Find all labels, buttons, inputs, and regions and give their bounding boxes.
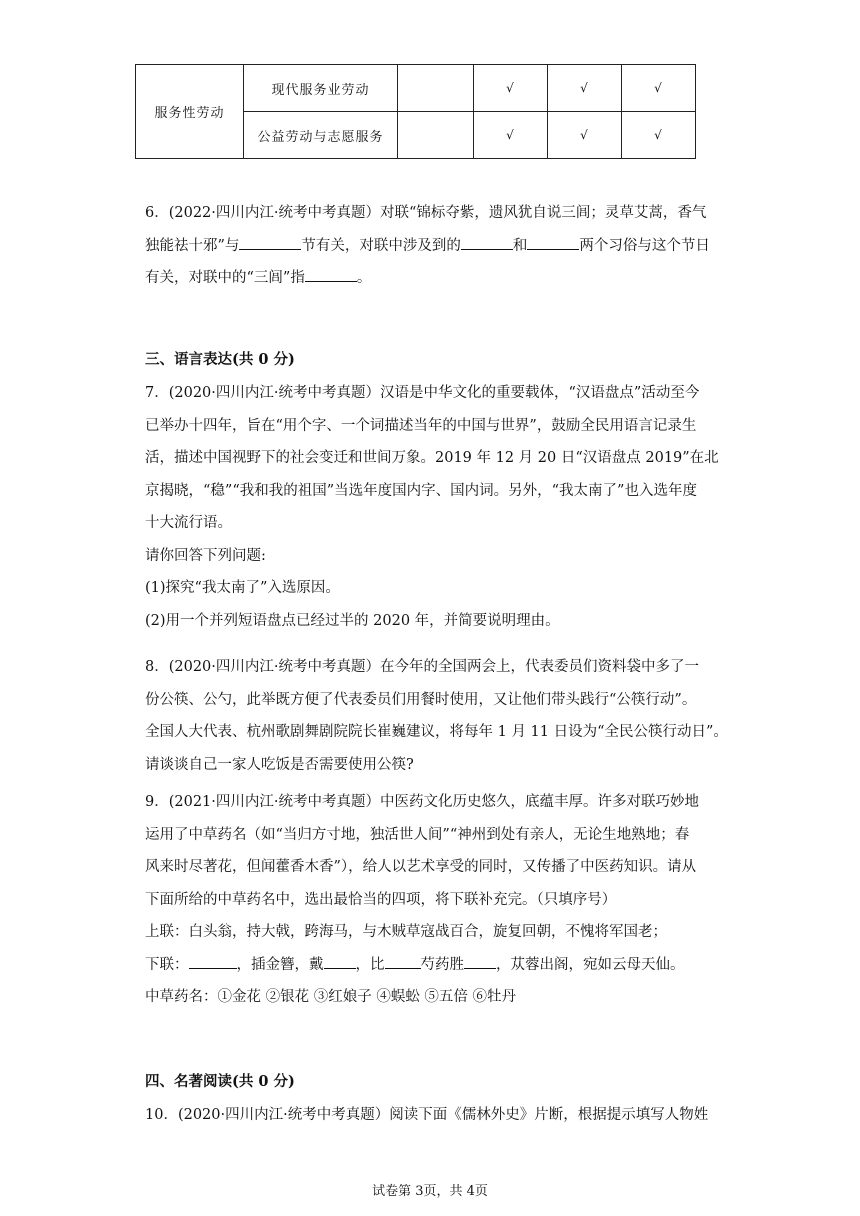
section-heading: 四、名著阅读(共 0 分) <box>145 1073 295 1090</box>
answer-blank[interactable] <box>189 950 237 969</box>
item-cell: 公益劳动与志愿服务 <box>244 112 398 159</box>
answer-blank[interactable] <box>464 950 496 969</box>
question-8 <box>145 651 728 781</box>
text-span: ，苁蓉出阁，宛如云母天仙。 <box>496 956 685 973</box>
question-text: 份公筷、公勺，此举既方便了代表委员们用餐时使用，又让他们带头践行“公筷行动”。 <box>145 691 697 708</box>
section-heading: 三、语言表达(共 0 分) <box>145 351 295 368</box>
answer-blank[interactable] <box>527 231 579 250</box>
question-text: 已举办十四年，旨在“用个字、一个词描述当年的中国与世界”，鼓励全民用语言记录生 <box>145 417 697 434</box>
answer-blank[interactable] <box>305 263 357 282</box>
question-10 <box>145 1099 725 1132</box>
check-cell: √ <box>548 65 622 112</box>
question-text: 8．(2020·四川内江·统考中考真题）在今年的全国两会上，代表委员们资料袋中多了一 <box>145 659 699 675</box>
question-text: 请你回答下列问题: <box>145 547 266 564</box>
question-text: 6．(2022·四川内江·统考中考真题）对联“锦标夺紫，遗风犹自说三闾；灵草艾蒿，香气 <box>145 205 707 221</box>
question-6 <box>145 197 725 295</box>
question-text: 活，描述中国视野下的社会变迁和世间万象。2019 年 12 月 20 日“汉语盘点 2019”在北 <box>145 450 719 466</box>
question-text: 请谈谈自己一家人吃饭是否需要使用公筷? <box>145 756 414 773</box>
question-text: 全国人大代表、杭州歌剧舞剧院院长崔巍建议，将每年 1 月 11 日设为“全民公筷行动日”。 <box>145 724 728 740</box>
answer-blank[interactable] <box>239 231 301 250</box>
answer-blank[interactable] <box>385 950 421 969</box>
check-cell: √ <box>622 65 696 112</box>
question-text: 十大流行语。 <box>145 515 232 531</box>
question-text: 风来时尽著花，但闻藿香木香”），给人以艺术享受的同时，又传播了中医药知识。请从 <box>145 859 697 875</box>
labor-table <box>135 64 696 159</box>
question-text: 10．(2020·四川内江·统考中考真题）阅读下面《儒林外史》片断，根据提示填写人物姓 <box>145 1107 709 1123</box>
empty-cell <box>398 65 474 112</box>
question-text: 下面所给的中草药名中，选出最恰当的四项，将下联补充完。（只填序号） <box>145 891 617 908</box>
question-text: 9．(2021·四川内江·统考中考真题）中医药文化历史悠久，底蕴丰厚。许多对联巧妙地 <box>145 794 699 810</box>
check-cell: √ <box>474 112 548 159</box>
text-span: 独能祛十邪”与 <box>145 237 240 254</box>
check-cell: √ <box>622 112 696 159</box>
question-text: 中草药名：①金花 ②银花 ③红娘子 ④蜈蚣 ⑤五倍 ⑥牡丹 <box>145 989 517 1005</box>
question-9 <box>145 786 725 1014</box>
question-text: 7．(2020·四川内江·统考中考真题）汉语是中华文化的重要载体，“汉语盘点”活动至今 <box>145 385 700 401</box>
text-span: 芍药胜 <box>420 956 464 973</box>
question-text: (2)用一个并列短语盘点已经过半的 2020 年，并简要说明理由。 <box>145 612 560 629</box>
text-span: 和 <box>512 237 528 254</box>
question-text <box>145 230 725 263</box>
question-text <box>145 949 725 982</box>
question-text: 京揭晓，“稳”“我和我的祖国”当选年度国内字、国内词。另外，“我太南了”也入选年度 <box>145 482 697 499</box>
answer-blank[interactable] <box>324 950 356 969</box>
question-text: 上联：白头翁，持大戟，跨海马，与木贼草寇战百合，旋复回朝，不愧将军国老； <box>145 924 667 940</box>
check-cell: √ <box>474 65 548 112</box>
item-cell: 现代服务业劳动 <box>244 65 398 112</box>
question-text: (1)探究“我太南了”入选原因。 <box>145 580 340 596</box>
category-cell: 服务性劳动 <box>136 65 244 159</box>
question-7 <box>145 377 725 637</box>
text-span: 有关，对联中的“三闾”指 <box>145 270 305 286</box>
text-span: 节有关，对联中涉及到的 <box>301 237 461 254</box>
page-footer: 试卷第 3页，共 4页 <box>372 1184 488 1199</box>
check-cell: √ <box>548 112 622 159</box>
question-text <box>145 262 725 295</box>
empty-cell <box>398 112 474 159</box>
text-span: 两个习俗与这个节日 <box>579 237 710 254</box>
text-span: 。 <box>356 270 372 286</box>
text-span: ，插金簪，戴 <box>236 956 324 973</box>
question-text: 运用了中草药名（如“当归方寸地，独活世人间”“神州到处有亲人，无论生地熟地；春 <box>145 826 690 843</box>
text-span: 下联： <box>145 956 189 973</box>
text-span: ，比 <box>355 956 385 973</box>
table-row <box>136 65 696 112</box>
answer-blank[interactable] <box>461 231 513 250</box>
